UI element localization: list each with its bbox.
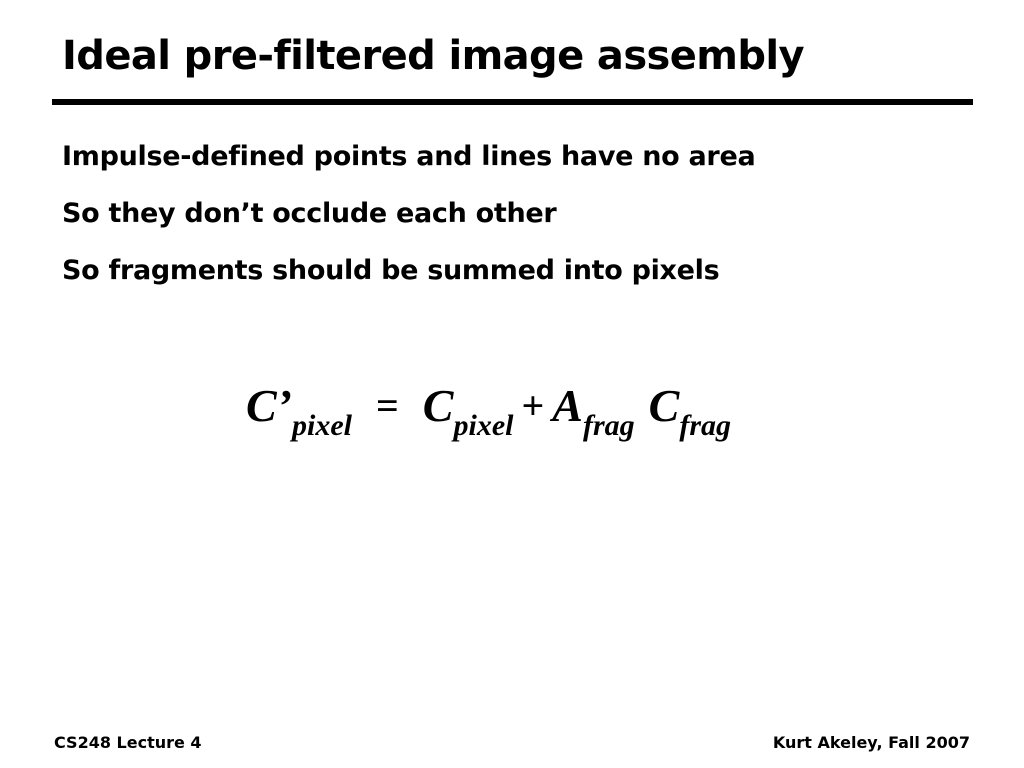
equation-color-symbol: C bbox=[648, 380, 680, 431]
equation-alpha-subscript: frag bbox=[582, 409, 635, 442]
equation-equals-sign: = bbox=[376, 383, 399, 428]
bullet-item: So fragments should be summed into pixels bbox=[62, 255, 720, 286]
equation-color-subscript: frag bbox=[679, 409, 731, 442]
footer-course-label: CS248 Lecture 4 bbox=[54, 733, 202, 752]
equation-alpha-symbol: A bbox=[552, 380, 583, 431]
slide-title: Ideal pre-filtered image assembly bbox=[62, 33, 804, 79]
footer-author-label: Kurt Akeley, Fall 2007 bbox=[772, 733, 970, 752]
blending-equation bbox=[246, 376, 731, 442]
bullet-item: So they don’t occlude each other bbox=[62, 198, 557, 229]
title-underline-rule bbox=[52, 99, 973, 105]
equation-term1-subscript: pixel bbox=[453, 409, 514, 442]
equation-term1-symbol: C bbox=[422, 380, 454, 431]
equation-plus-sign: + bbox=[521, 383, 545, 428]
bullet-item: Impulse-defined points and lines have no area bbox=[62, 141, 756, 172]
equation-lhs-symbol: C’ bbox=[246, 380, 292, 431]
bullet-list bbox=[62, 138, 755, 309]
equation-lhs-subscript: pixel bbox=[292, 409, 352, 442]
